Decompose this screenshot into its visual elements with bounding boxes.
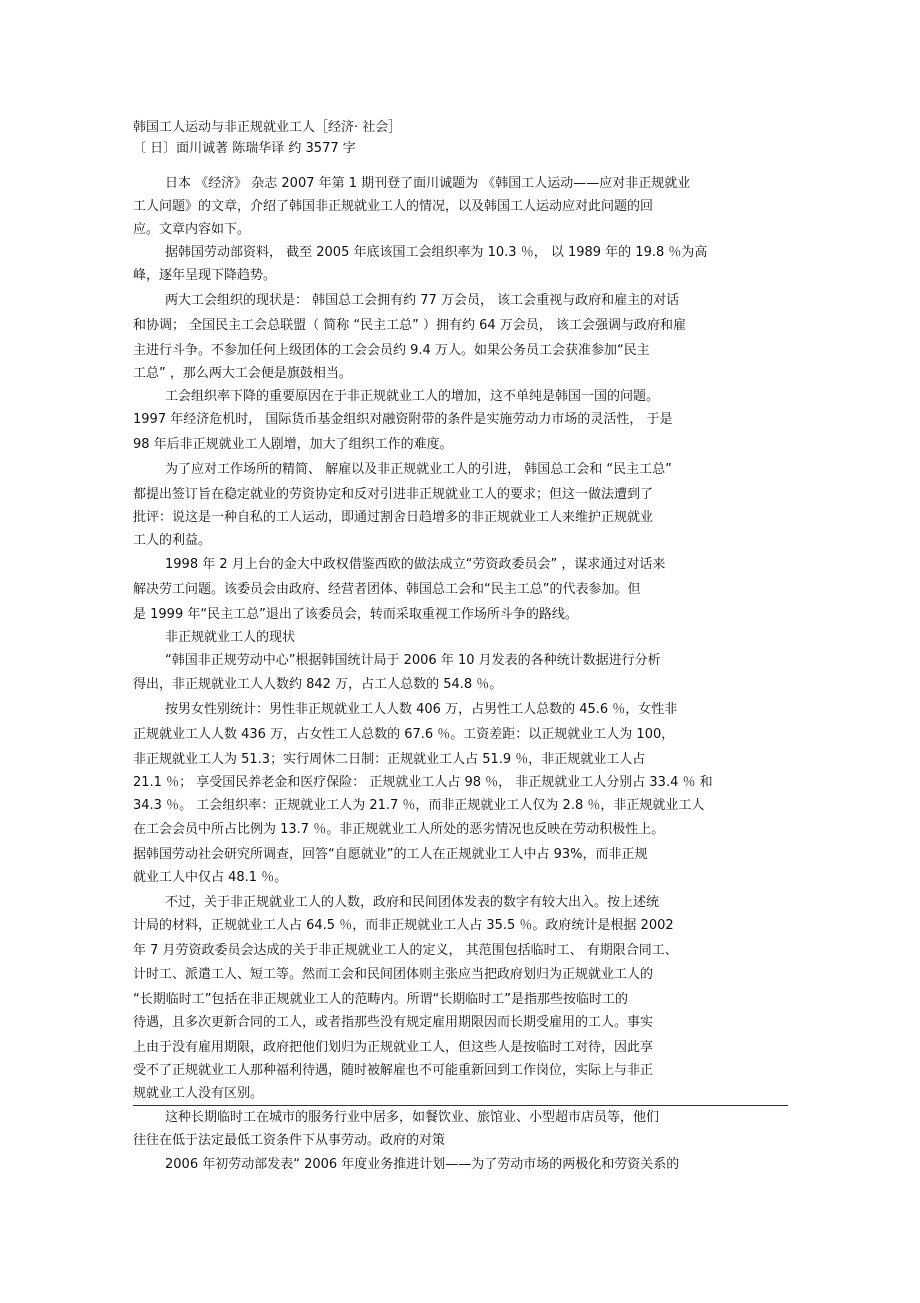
body-line: 非正规就业工人为 51.3；实行周休二日制：正规就业工人占 51.9 ％，非正规就业工人占 [133, 752, 646, 767]
body-line: 为了应对工作场所的精简、 解雇以及非正规就业工人的引进， 韩国总工会和 “民主工总” [165, 462, 672, 477]
body-line: 主进行斗争。不参加任何上级团体的工会会员约 9.4 万人。如果公务员工会获准参加“民主 [133, 343, 650, 358]
body-line: 受不了正规就业工人那种福利待遇，随时被解雇也不可能重新回到工作岗位，实际上与非正 [133, 1063, 654, 1078]
body-line: 正规就业工人人数 436 万，占女性工人总数的 67.6 ％。工资差距：以正规就业工人为 100， [133, 727, 675, 742]
body-line: “长期临时工”包括在非正规就业工人的范畴内。所谓“长期临时工”是指那些按临时工的 [133, 992, 628, 1007]
body-line: 工总” ，那么两大工会便是旗鼓相当。 [133, 366, 352, 381]
body-line: 往往在低于法定最低工资条件下从事劳动。政府的对策 [133, 1133, 446, 1148]
body-line: 待遇，且多次更新合同的工人，或者指那些没有规定雇用期限因而长期受雇用的工人。事实 [133, 1015, 654, 1030]
body-line: 按男女性别统计：男性非正规就业工人人数 406 万，占男性工人总数的 45.6 ％，女性非 [165, 702, 678, 717]
body-line: 据韩国劳动部资料， 截至 2005 年底该国工会组织率为 10.3 ％， 以 1989 年的 19.8 ％为高 [165, 245, 708, 260]
body-line: 2006 年初劳动部发表“ 2006 年度业务推进计划——为了劳动市场的两极化和劳资关系的 [165, 1157, 680, 1172]
body-line: 两大工会组织的现状是： 韩国总工会拥有约 77 万会员， 该工会重视与政府和雇主的对话 [165, 293, 680, 308]
body-line: 21.1 ％； 享受国民养老金和医疗保险： 正规就业工人占 98 ％， 非正规就业工人分别占 33.4 ％ 和 [133, 775, 713, 790]
body-line: “韩国非正规劳动中心”根据韩国统计局于 2006 年 10 月发表的各种统计数据进行分析 [165, 653, 661, 668]
body-line: 是 1999 年“民主工总”退出了该委员会，转而采取重视工作场所斗争的路线。 [133, 607, 578, 622]
body-line: 据韩国劳动社会研究所调查，回答“自愿就业”的工人在正规就业工人中占 93%，而非正规 [133, 847, 648, 862]
body-line: 就业工人中仅占 48.1 ％。 [133, 870, 288, 885]
body-line: 计时工、派遣工人、短工等。然而工会和民间团体则主张应当把政府划归为正规就业工人的 [133, 967, 654, 982]
document-title: 韩国工人运动与非正规就业工人［经济· 社会］ [133, 120, 402, 135]
body-line: 规就业工人没有区别。 [133, 1086, 264, 1101]
document-byline: 〔 日〕面川诚著 陈瑞华译 约 3577 字 [133, 141, 356, 156]
body-line: 解决劳工问题。该委员会由政府、经营者团体、韩国总工会和“民主工总”的代表参加。但 [133, 582, 641, 597]
body-line: 不过，关于非正规就业工人的人数，政府和民间团体发表的数字有较大出入。按上述统 [165, 895, 660, 910]
body-line: 34.3 ％。 工会组织率：正规就业工人为 21.7 ％，而非正规就业工人仅为 2.8 ％，非正规就业工人 [133, 798, 705, 813]
body-line: 1997 年经济危机时， 国际货币基金组织对融资附带的条件是实施劳动力市场的灵活性， 于是 [133, 412, 673, 427]
body-line: 工会组织率下降的重要原因在于非正规就业工人的增加，这不单纯是韩国一国的问题。 [165, 389, 660, 404]
body-line: 和协调； 全国民主工会总联盟（ 简称 “民主工总” ）拥有约 64 万会员， 该工会强调与政府和雇 [133, 318, 686, 333]
body-line: 98 年后非正规就业工人剧增，加大了组织工作的难度。 [133, 437, 453, 452]
body-line: 得出，非正规就业工人人数约 842 万，占工人总数的 54.8 ％。 [133, 677, 503, 692]
body-line: 工人的利益。 [133, 533, 212, 548]
body-line: 计局的材料，正规就业工人占 64.5 ％，而非正规就业工人占 35.5 ％。政府统计是根据 2002 [133, 918, 674, 933]
body-line: 工人问题》的文章，介绍了韩国非正规就业工人的情况，以及韩国工人运动应对此问题的回 [133, 199, 654, 214]
section-heading: 非正规就业工人的现状 [165, 630, 296, 645]
body-line: 应。文章内容如下。 [133, 222, 251, 237]
body-line: 年 7 月劳资政委员会达成的关于非正规就业工人的定义， 其范围包括临时工、 有期限合同工、 [133, 943, 678, 958]
body-line: 上由于没有雇用期限，政府把他们划归为正规就业工人，但这些人是按临时工对待，因此享 [133, 1040, 654, 1055]
body-line: 在工会会员中所占比例为 13.7 ％。非正规就业工人所处的恶劣情况也反映在劳动积极性上。 [133, 822, 665, 837]
body-line: 批评：说这是一种自私的工人运动，即通过割舍日趋增多的非正规就业工人来维护正规就业 [133, 510, 654, 525]
body-line: 日本 《经济》 杂志 2007 年第 1 期刊登了面川诚题为 《韩国工人运动——应对非正规就业 [165, 176, 691, 191]
body-line: 峰，逐年呈现下降趋势。 [133, 268, 277, 283]
body-line: 这种长期临时工在城市的服务行业中居多，如餐饮业、旅馆业、小型超市店员等，他们 [165, 1110, 660, 1125]
separator-line [133, 1105, 788, 1106]
body-line: 1998 年 2 月上台的金大中政权借鉴西欧的做法成立“劳资政委员会” ，谋求通过对话来 [165, 557, 666, 572]
body-line: 都提出签订旨在稳定就业的劳资协定和反对引进非正规就业工人的要求；但这一做法遭到了 [133, 487, 654, 502]
